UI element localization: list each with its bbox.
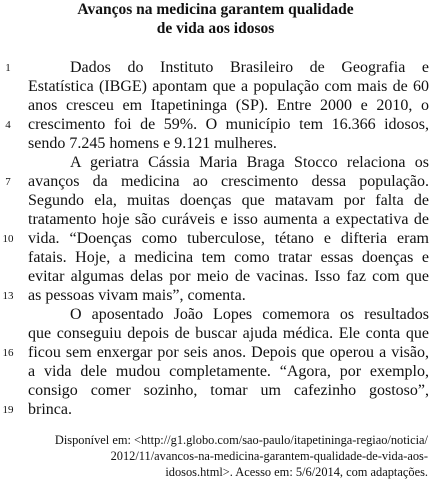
paragraph-1-line: anos cresceu em Itapetininga (SP). Entre 2000 e 2010, o [28, 97, 429, 114]
article-title-line-2: de vida aos idosos [156, 20, 275, 37]
paragraph-3-line: ficou sem enxergar por seis anos. Depois que operou a visão, [28, 344, 429, 361]
paragraph-2-line: avanços da medicina ao crescimento dessa população. [28, 173, 429, 190]
paragraph-1-line: Estatística (IBGE) apontam que a população com mais de 60 [28, 78, 429, 95]
paragraph-3-line: que conseguiu depois de buscar ajuda médica. Ele conta que [28, 325, 429, 342]
paragraph-3-line: a vida dele mudou completamente. “Agora, por exemplo, [28, 363, 429, 380]
line-number-19: 19 [2, 404, 14, 416]
line-number-4: 4 [5, 119, 11, 131]
line-number-7: 7 [5, 176, 11, 188]
line-number-10: 10 [2, 233, 14, 245]
paragraph-1-line: crescimento foi de 59%. O município tem 16.366 idosos, [28, 116, 429, 133]
source-citation-line-1: Disponível em: <http://g1.globo.com/sao-paulo/itapetininga-regiao/noticia/ [54, 433, 428, 447]
paragraph-3-line: consigo comer sozinho, tomar um cafezinho gostoso”, [28, 382, 429, 399]
paragraph-2-line: vida. “Doenças como tuberculose, tétano e difteria eram [28, 230, 429, 247]
paragraph-2-line: evitar algumas delas por meio de vacinas. Isso faz com que [28, 268, 429, 285]
paragraph-2-line: tratamento hoje são curáveis e isso aumenta a expectativa de [28, 211, 429, 228]
paragraph-3-line: O aposentado João Lopes comemora os resultados [70, 306, 429, 323]
article-title-line-1: Avanços na medicina garantem qualidade [77, 1, 354, 18]
source-citation-line-2: 2012/11/avancos-na-medicina-garantem-qualidade-de-vida-aos- [110, 449, 428, 463]
paragraph-2-line: as pessoas vivam mais”, comenta. [28, 287, 246, 304]
source-citation-line-3: idosos.html>. Acesso em: 5/6/2014, com adaptações. [165, 465, 428, 479]
line-number-13: 13 [2, 290, 14, 302]
line-number-16: 16 [2, 347, 14, 359]
paragraph-2-line: A geriatra Cássia Maria Braga Stocco relaciona os [70, 154, 429, 171]
paragraph-1-line: sendo 7.245 homens e 9.121 mulheres. [28, 135, 277, 152]
paragraph-2-line: fatais. Hoje, a medicina tem como tratar essas doenças e [28, 249, 429, 266]
line-number-1: 1 [5, 62, 11, 74]
paragraph-1-line: Dados do Instituto Brasileiro de Geografia e [70, 59, 429, 76]
paragraph-2-line: Segundo ela, muitas doenças que matavam por falta de [28, 192, 429, 209]
paragraph-3-line: brinca. [28, 401, 72, 418]
